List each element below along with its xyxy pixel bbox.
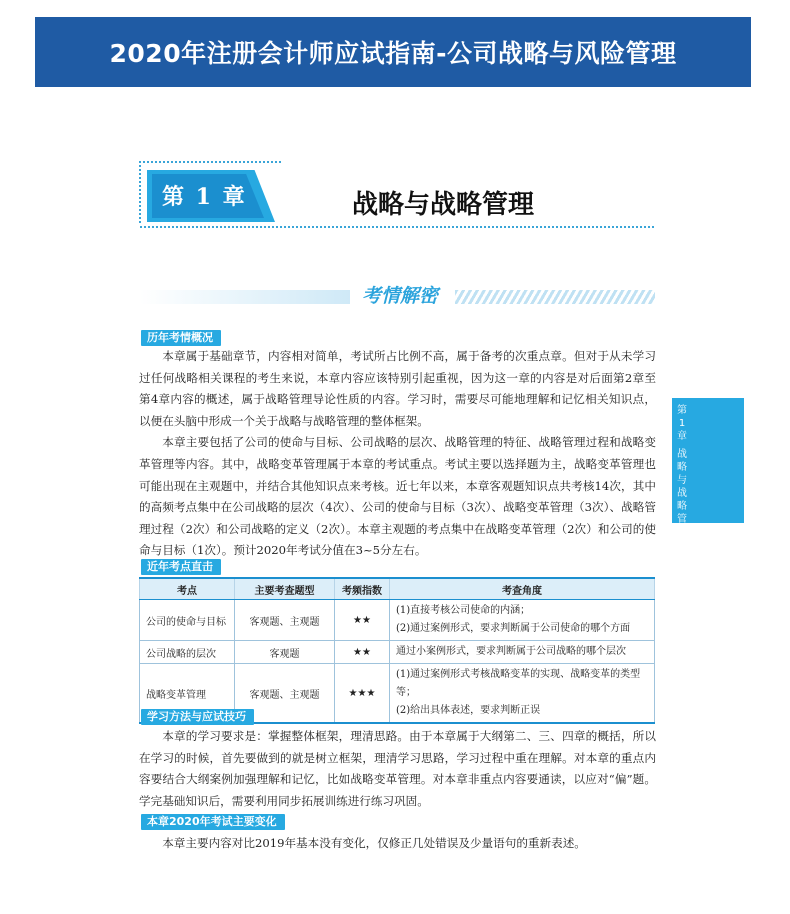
- side-tab-char: 与: [677, 475, 687, 486]
- col-header-frequency: 考频指数: [335, 578, 390, 600]
- angle-line: (2)通过案例形式，要求判断属于公司使命的哪个方面: [396, 623, 631, 634]
- section-heading: 考情解密: [361, 285, 438, 307]
- side-tab-char: 管: [677, 514, 687, 525]
- side-tab-chapter-number: [676, 404, 688, 443]
- angle-line: 通过小案例形式，要求判断属于公司战略的哪个层次: [396, 646, 626, 657]
- table-row: [140, 600, 655, 641]
- methods-text: [139, 726, 656, 812]
- overview-paragraph-1: 本章属于基础章节，内容相对简单，考试所占比例不高，属于备考的次重点章。但对于从未学习过任何战略相关课程的考生来说，本章内容应该特别引起重视，因为这一章的内容是对后面第2章至第4章内容的概述，属于战略管理导论性质的内容。学习时，需要尽可能地理解和记忆相关知识点，以便在头脑中形成一个关于战略与战略管理的整体框架。: [139, 349, 656, 428]
- side-tab-char: 理: [677, 527, 687, 538]
- side-tab-char: 战: [677, 449, 687, 460]
- cell-type: 客观题、主观题: [235, 600, 335, 641]
- cell-type: 客观题: [235, 641, 335, 664]
- cell-frequency: ★★: [335, 600, 390, 641]
- chapter-title: 战略与战略管理: [352, 190, 535, 220]
- side-tab-char: 章: [677, 431, 687, 442]
- cell-frequency: ★★: [335, 641, 390, 664]
- cell-frequency: ★★★: [335, 664, 390, 724]
- side-tab-char: 战: [677, 488, 687, 499]
- changes-text: [139, 833, 656, 855]
- overview-paragraph-2: 本章主要包括了公司的使命与目标、公司战略的层次、战略管理的特征、战略管理过程和战略变革管理等内容。其中，战略变革管理属于本章的考试重点。考试主要以选择题为主，战略变革管理也可能出现在主观题中，并结合其他知识点来考核。近七年以来，本章客观题知识点共考核14次，其中的高频考点集中在公司战略的层次（4次）、公司的使命与目标（3次）、战略变革管理（3次）、战略管理过程（2次）和公司战略的定义（2次）。本章主观题的考点集中在战略变革管理（2次）和公司的使命与目标（1次）。预计2020年考试分值在3~5分左右。: [139, 435, 656, 558]
- angle-line: (1)直接考核公司使命的内涵；: [396, 605, 531, 616]
- cell-type: 客观题、主观题: [235, 664, 335, 724]
- side-chapter-tab: [672, 398, 744, 538]
- cell-point: 公司战略的层次: [140, 641, 235, 664]
- tag-overview: 历年考情概况: [141, 330, 221, 346]
- col-header-angle: 考查角度: [390, 578, 655, 600]
- section-bar-right: [455, 290, 655, 304]
- methods-paragraph: 本章的学习要求是：掌握整体框架，理清思路。由于本章属于大纲第二、三、四章的概括，所以在学习的时候，首先要做到的就是树立框架，理清学习思路，学习过程中重在理解。对本章的重点内容要结合大纲案例加强理解和记忆，比如战略变革管理。对本章非重点内容要通读，以应对“偏”题。学完基础知识后，需要利用同步拓展训练进行练习巩固。: [139, 729, 656, 808]
- chapter-dotted-rule: [140, 226, 654, 228]
- cell-angle: [390, 664, 655, 724]
- changes-paragraph: 本章主要内容对比2019年基本没有变化，仅修正几处错误及少量语句的重新表述。: [162, 836, 586, 850]
- table-header-row: [140, 578, 655, 600]
- section-bar-left: [140, 290, 350, 304]
- side-tab-chapter-name: [676, 448, 688, 539]
- header-banner: [35, 17, 751, 87]
- cell-point: 公司的使命与目标: [140, 600, 235, 641]
- tag-changes: 本章2020年考试主要变化: [141, 814, 285, 830]
- cell-point: 战略变革管理: [140, 664, 235, 724]
- col-header-type: 主要考查题型: [235, 578, 335, 600]
- cell-angle: [390, 641, 655, 664]
- col-header-point: 考点: [140, 578, 235, 600]
- table-row: [140, 641, 655, 664]
- header-title: 2020年注册会计师应试指南-公司战略与风险管理: [109, 39, 677, 68]
- chapter-label: 第 1 章: [162, 184, 247, 210]
- angle-line: (1)通过案例形式考核战略变革的实现、战略变革的类型等；: [396, 669, 641, 698]
- side-tab-char: 略: [677, 462, 687, 473]
- tag-methods: 学习方法与应试技巧: [141, 709, 254, 725]
- tag-key-points: 近年考点直击: [141, 559, 221, 575]
- side-tab-char: 第: [677, 405, 687, 416]
- overview-text: [139, 346, 656, 562]
- cell-angle: [390, 600, 655, 641]
- side-tab-char: 略: [677, 501, 687, 512]
- key-points-table: [139, 577, 655, 724]
- side-tab-char: 1: [678, 418, 686, 429]
- angle-line: (2)给出具体表述，要求判断正误: [396, 705, 541, 716]
